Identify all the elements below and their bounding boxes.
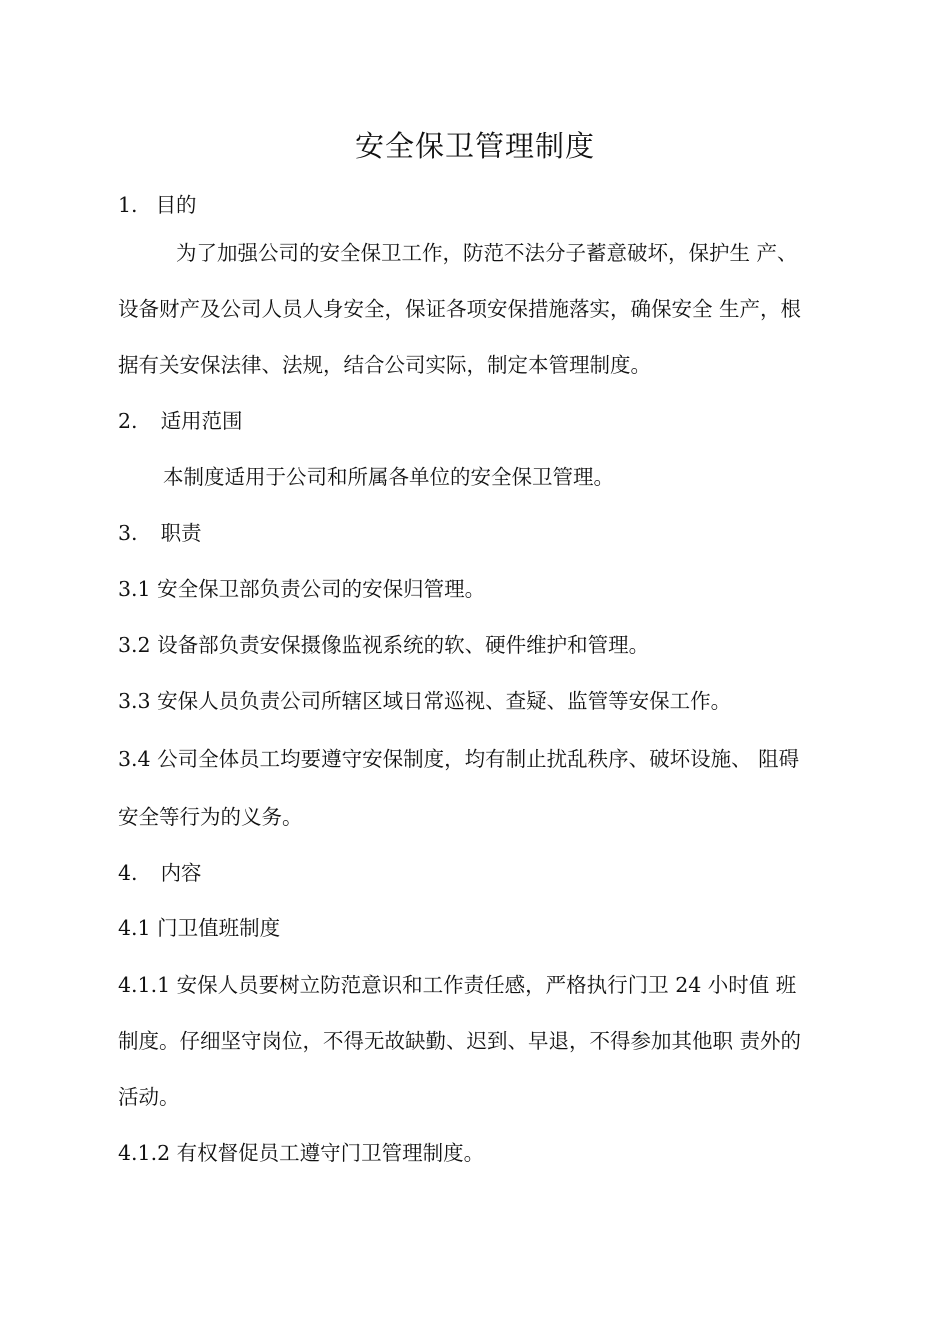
section-4-heading [118, 858, 202, 888]
section-2-heading [118, 406, 243, 436]
section-title: 职责 [160, 521, 202, 545]
section-number: 3. [118, 521, 138, 545]
list-item-continuation: 安全等行为的义务。 [118, 805, 303, 829]
section-number: 4. [118, 861, 138, 885]
list-item: 3.1 安全保卫部负责公司的安保归管理。 [118, 577, 486, 601]
list-item: 3.2 设备部负责安保摄像监视系统的软、硬件维护和管理。 [118, 633, 650, 657]
list-item-continuation: 制度。仔细坚守岗位，不得无故缺勤、迟到、早退，不得参加其他职 责外的 [118, 1029, 802, 1053]
list-item: 3.3 安保人员负责公司所辖区域日常巡视、查疑、监管等安保工作。 [118, 689, 732, 713]
paragraph-line: 为了加强公司的安全保卫工作，防范不法分子蓄意破坏，保护生 产、 [176, 241, 798, 265]
subsection-heading: 4.1 门卫值班制度 [118, 916, 281, 940]
section-3-heading [118, 518, 202, 548]
section-number: 2. [118, 409, 138, 433]
document-title: 安全保卫管理制度 [354, 129, 595, 163]
section-title: 目的 [155, 193, 197, 217]
paragraph-line: 本制度适用于公司和所属各单位的安全保卫管理。 [163, 465, 614, 489]
section-title: 适用范围 [160, 409, 243, 433]
section-number: 1. [118, 193, 138, 217]
section-title: 内容 [160, 861, 202, 885]
paragraph-line: 设备财产及公司人员人身安全，保证各项安保措施落实，确保安全 生产，根 [118, 297, 802, 321]
list-item: 3.4 公司全体员工均要遵守安保制度，均有制止扰乱秩序、破坏设施、 阻碍 [118, 747, 800, 771]
paragraph-line: 据有关安保法律、法规，结合公司实际，制定本管理制度。 [118, 353, 651, 377]
list-item-continuation: 活动。 [118, 1085, 180, 1109]
list-item: 4.1.1 安保人员要树立防范意识和工作责任感，严格执行门卫 24 小时值 班 [118, 973, 797, 997]
list-item: 4.1.2 有权督促员工遵守门卫管理制度。 [118, 1141, 485, 1165]
section-1-heading [118, 190, 197, 220]
